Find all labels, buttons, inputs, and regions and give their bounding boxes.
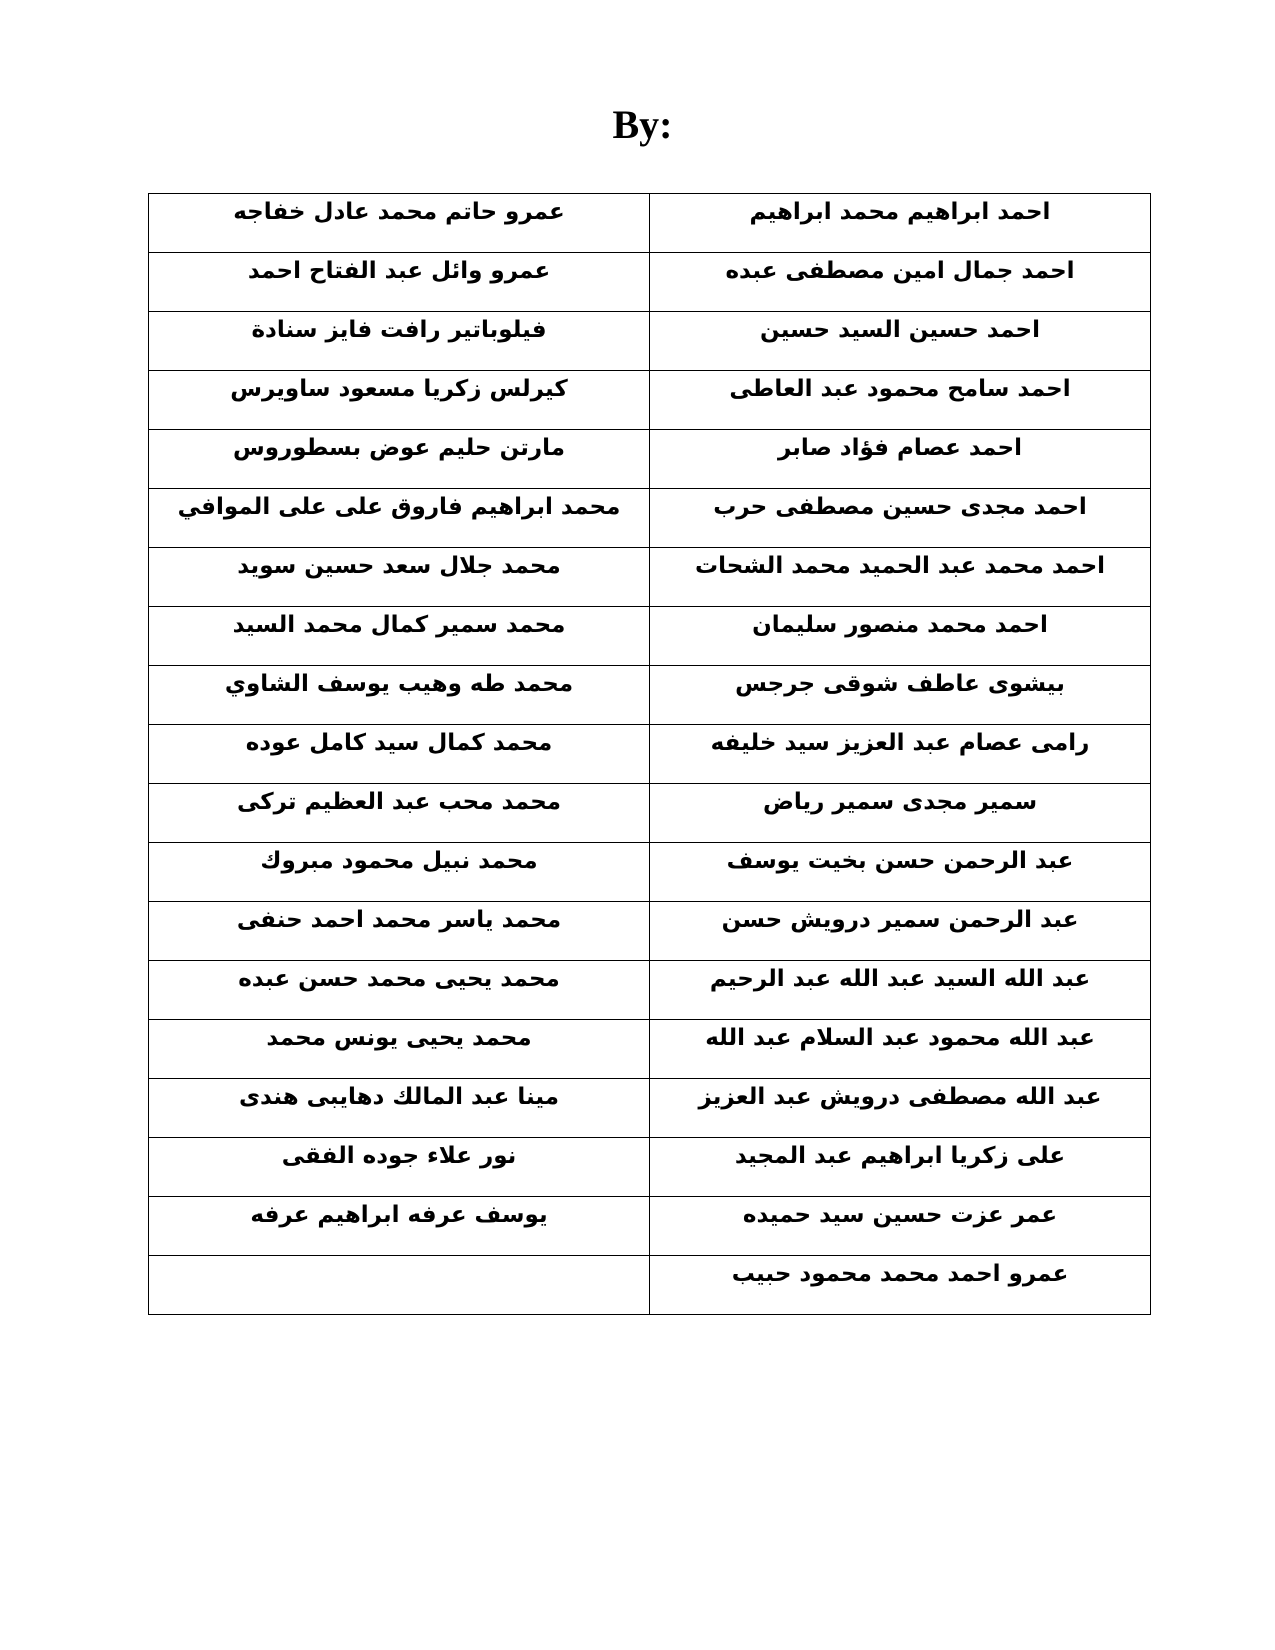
name-cell-right: عبد الرحمن حسن بخيت يوسف <box>650 843 1151 902</box>
table-row <box>149 194 1151 253</box>
name-cell-left: محمد طه وهيب يوسف الشاوي <box>149 666 650 725</box>
table-row <box>149 1020 1151 1079</box>
name-cell-right: احمد ابراهيم محمد ابراهيم <box>650 194 1151 253</box>
name-cell-left: عمرو حاتم محمد عادل خفاجه <box>149 194 650 253</box>
name-cell-right: عبد الله محمود عبد السلام عبد الله <box>650 1020 1151 1079</box>
document-title: By: <box>612 102 673 147</box>
name-cell-right: احمد عصام فؤاد صابر <box>650 430 1151 489</box>
table-row <box>149 253 1151 312</box>
name-cell-right: احمد محمد عبد الحميد محمد الشحات <box>650 548 1151 607</box>
name-cell-left: محمد يحيى محمد حسن عبده <box>149 961 650 1020</box>
names-table-body <box>149 194 1151 1315</box>
name-cell-left: مينا عبد المالك دهايبى هندى <box>149 1079 650 1138</box>
table-row <box>149 1256 1151 1315</box>
name-cell-left: محمد نبيل محمود مبروك <box>149 843 650 902</box>
name-cell-right: عبد الله مصطفى درويش عبد العزيز <box>650 1079 1151 1138</box>
name-cell-right: بيشوى عاطف شوقى جرجس <box>650 666 1151 725</box>
table-row <box>149 843 1151 902</box>
name-cell-right: رامى عصام عبد العزيز سيد خليفه <box>650 725 1151 784</box>
name-cell-left: يوسف عرفه ابراهيم عرفه <box>149 1197 650 1256</box>
name-cell-left: محمد سمير كمال محمد السيد <box>149 607 650 666</box>
table-row <box>149 784 1151 843</box>
table-row <box>149 430 1151 489</box>
names-table <box>148 193 1151 1315</box>
table-row <box>149 548 1151 607</box>
name-cell-right: عبد الرحمن سمير درويش حسن <box>650 902 1151 961</box>
table-row <box>149 666 1151 725</box>
table-row <box>149 1197 1151 1256</box>
name-cell-right: عمرو احمد محمد محمود حبيب <box>650 1256 1151 1315</box>
name-cell-left: فيلوباتير رافت فايز سنادة <box>149 312 650 371</box>
name-cell-right: عمر عزت حسين سيد حميده <box>650 1197 1151 1256</box>
name-cell-left <box>149 1256 650 1315</box>
table-row <box>149 725 1151 784</box>
name-cell-left: مارتن حليم عوض بسطوروس <box>149 430 650 489</box>
name-cell-left: نور علاء جوده الفقى <box>149 1138 650 1197</box>
name-cell-right: احمد مجدى حسين مصطفى حرب <box>650 489 1151 548</box>
name-cell-right: على زكريا ابراهيم عبد المجيد <box>650 1138 1151 1197</box>
name-cell-right: سمير مجدى سمير رياض <box>650 784 1151 843</box>
name-cell-right: احمد سامح محمود عبد العاطى <box>650 371 1151 430</box>
table-row <box>149 1079 1151 1138</box>
name-cell-right: عبد الله السيد عبد الله عبد الرحيم <box>650 961 1151 1020</box>
table-row <box>149 961 1151 1020</box>
table-row <box>149 902 1151 961</box>
table-row <box>149 312 1151 371</box>
name-cell-left: عمرو وائل عبد الفتاح احمد <box>149 253 650 312</box>
table-row <box>149 371 1151 430</box>
name-cell-left: محمد يحيى يونس محمد <box>149 1020 650 1079</box>
name-cell-left: محمد جلال سعد حسين سويد <box>149 548 650 607</box>
name-cell-left: محمد ياسر محمد احمد حنفى <box>149 902 650 961</box>
name-cell-right: احمد محمد منصور سليمان <box>650 607 1151 666</box>
name-cell-left: كيرلس زكريا مسعود ساويرس <box>149 371 650 430</box>
table-row <box>149 1138 1151 1197</box>
name-cell-left: محمد كمال سيد كامل عوده <box>149 725 650 784</box>
table-row <box>149 489 1151 548</box>
name-cell-left: محمد ابراهيم فاروق على على الموافي <box>149 489 650 548</box>
name-cell-right: احمد جمال امين مصطفى عبده <box>650 253 1151 312</box>
name-cell-left: محمد محب عبد العظيم تركى <box>149 784 650 843</box>
name-cell-right: احمد حسين السيد حسين <box>650 312 1151 371</box>
table-row <box>149 607 1151 666</box>
